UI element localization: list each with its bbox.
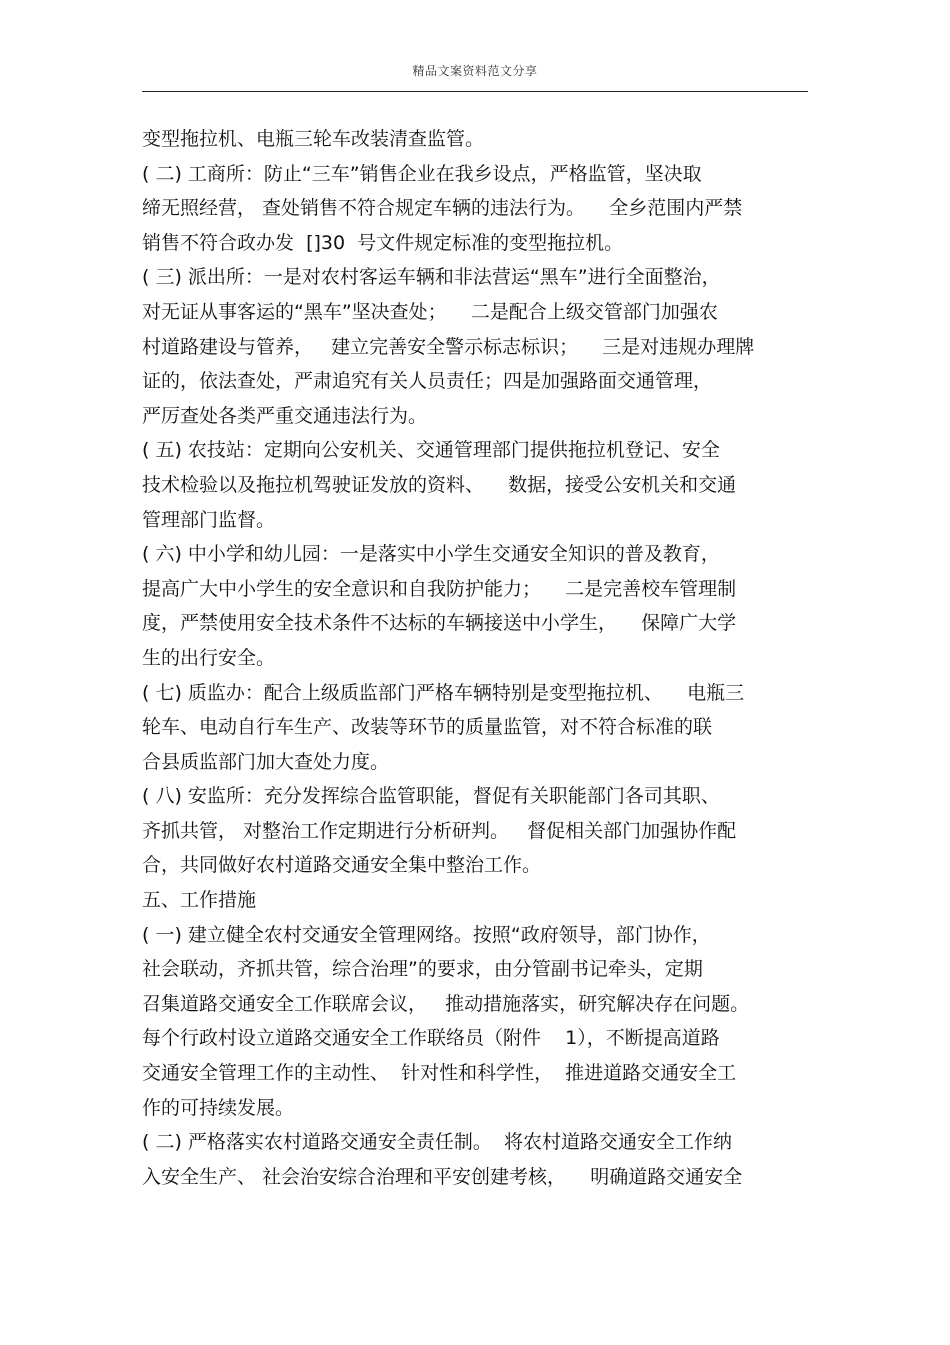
text-line: 社会联动，齐抓共管，综合治理”的要求，由分管副书记牵头，定期 bbox=[142, 958, 703, 981]
text-line: ( 八) 安监所：充分发挥综合监管职能，督促有关职能部门各司其职、 bbox=[142, 785, 720, 808]
text-line: 变型拖拉机、电瓶三轮车改装清查监管。 bbox=[142, 128, 485, 150]
text-line: 度，严禁使用安全技术条件不达标的车辆接送中小学生， 保障广大学 bbox=[142, 612, 737, 635]
text-line: 齐抓共管， 对整治工作定期进行分析研判。 督促相关部门加强协作配 bbox=[142, 819, 737, 842]
section-heading: 五、工作措施 bbox=[142, 889, 257, 912]
text-line: 合县质监部门加大查处力度。 bbox=[142, 750, 390, 773]
text-line: ( 六) 中小学和幼儿园：一是落实中小学生交通安全知识的普及教育， bbox=[142, 543, 720, 566]
text-line: 严厉查处各类严重交通违法行为。 bbox=[142, 404, 428, 427]
text-line: 缔无照经营， 查处销售不符合规定车辆的违法行为。 全乡范围内严禁 bbox=[142, 197, 743, 220]
text-line: 提高广大中小学生的安全意识和自我防护能力； 二是完善校车管理制 bbox=[142, 577, 737, 600]
text-line: ( 七) 质监办：配合上级质监部门严格车辆特别是变型拖拉机、 电瓶三 bbox=[142, 681, 745, 704]
text-line: 销售不符合政办发 []30 号文件规定标准的变型拖拉机。 bbox=[142, 231, 624, 254]
text-line: 村道路建设与管养， 建立完善安全警示标志标识； 三是对违规办理牌 bbox=[142, 335, 755, 358]
document-body bbox=[142, 122, 810, 1194]
text-line: 对无证从事客运的“黑车”坚决查处； 二是配合上级交管部门加强农 bbox=[142, 300, 718, 323]
page-header: 精品文案资料范文分享 bbox=[412, 64, 538, 78]
text-line: 合，共同做好农村道路交通安全集中整治工作。 bbox=[142, 854, 542, 877]
text-line: 轮车、电动自行车生产、改装等环节的质量监管，对不符合标准的联 bbox=[142, 716, 713, 739]
text-line: 召集道路交通安全工作联席会议， 推动措施落实，研究解决存在问题。 bbox=[142, 992, 750, 1015]
text-line: 每个行政村设立道路交通安全工作联络员（附件 1），不断提高道路 bbox=[142, 1027, 720, 1050]
text-line: ( 五) 农技站：定期向公安机关、交通管理部门提供拖拉机登记、安全 bbox=[142, 439, 720, 462]
text-line: 技术检验以及拖拉机驾驶证发放的资料、 数据，接受公安机关和交通 bbox=[142, 473, 737, 496]
text-line: 管理部门监督。 bbox=[142, 508, 276, 531]
text-line: ( 二) 严格落实农村道路交通安全责任制。 将农村道路交通安全工作纳 bbox=[142, 1131, 732, 1154]
text-line: ( 三) 派出所：一是对农村客运车辆和非法营运“黑车”进行全面整治， bbox=[142, 266, 721, 289]
header-divider bbox=[142, 91, 808, 92]
text-line: 证的，依法查处，严肃追究有关人员责任；四是加强路面交通管理， bbox=[142, 370, 713, 393]
text-line: 入安全生产、 社会治安综合治理和平安创建考核， 明确道路交通安全 bbox=[142, 1165, 743, 1188]
text-line: 作的可持续发展。 bbox=[142, 1096, 295, 1119]
text-line: 生的出行安全。 bbox=[142, 646, 276, 669]
text-line: 交通安全管理工作的主动性、 针对性和科学性， 推进道路交通安全工 bbox=[142, 1062, 737, 1085]
text-line: ( 一) 建立健全农村交通安全管理网络。按照“政府领导，部门协作， bbox=[142, 923, 711, 946]
text-line: ( 二) 工商所：防止“三车”销售企业在我乡设点，严格监管，坚决取 bbox=[142, 162, 702, 185]
